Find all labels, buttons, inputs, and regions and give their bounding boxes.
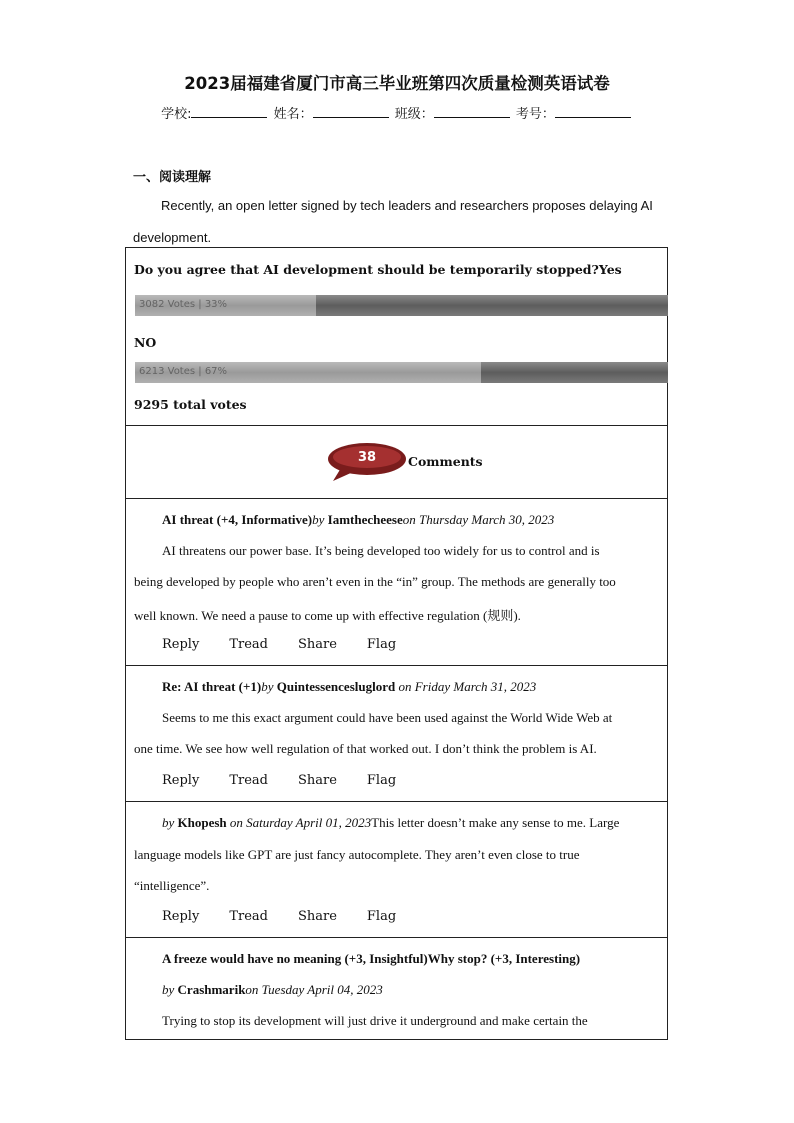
poll-row (126, 248, 667, 426)
tread-button[interactable]: Tread (229, 637, 268, 652)
comment-3-author[interactable]: Khopesh (177, 815, 227, 830)
comment-2-actions (162, 773, 426, 788)
comment-2-heading: Re: AI threat (+1)by Quintessencesluglord on Friday March 31, 2023 (162, 679, 537, 694)
comment-2-line-1: Seems to me this exact argument could have been used against the World Wide Web at (162, 710, 613, 725)
comment-2-title[interactable]: Re: AI threat (+1) (162, 679, 262, 694)
share-button[interactable]: Share (297, 773, 337, 788)
name-field[interactable]: 姓名： (274, 103, 391, 122)
comment-3-line-1: by Khopesh on Saturday April 01, 2023This letter doesn’t make any sense to me. Large (162, 815, 620, 830)
tread-button[interactable]: Tread (229, 909, 268, 924)
comment-2 (126, 666, 667, 802)
comment-4 (126, 938, 667, 1039)
reply-button[interactable]: Reply (162, 909, 200, 924)
no-vote-label: 6213 Votes | 67% (139, 366, 228, 377)
article-table (125, 247, 668, 1040)
comment-1 (126, 499, 667, 666)
reply-button[interactable]: Reply (162, 773, 200, 788)
intro-paragraph (133, 190, 653, 254)
intro-line-2: development. (133, 230, 212, 245)
comment-4-author[interactable]: Crashmarik (177, 982, 246, 997)
share-button[interactable]: Share (297, 637, 337, 652)
class-field[interactable]: 班级： (395, 103, 512, 122)
intro-line-1: Recently, an open letter signed by tech leaders and researchers proposes delaying AI (161, 198, 653, 213)
comment-3-actions (162, 909, 426, 924)
comment-2-date: on Friday March 31, 2023 (398, 679, 537, 694)
comment-4-date: on Tuesday April 04, 2023 (245, 982, 383, 997)
comment-2-author[interactable]: Quintessencesluglord (276, 679, 396, 694)
comments-label[interactable]: Comments (408, 454, 483, 469)
yes-vote-label: 3082 Votes | 33% (139, 299, 228, 310)
comment-1-actions (162, 637, 426, 652)
comment-1-line-3: well known. We need a pause to come up with effective regulation (规则). (134, 608, 521, 623)
comment-3 (126, 802, 667, 938)
tread-button[interactable]: Tread (229, 773, 268, 788)
comment-3-line-3: “intelligence”. (134, 878, 210, 893)
flag-button[interactable]: Flag (366, 909, 397, 924)
comment-1-line-1: AI threatens our power base. It’s being developed too widely for us to control and is (162, 543, 600, 558)
comment-1-author[interactable]: Iamthecheese (327, 512, 403, 527)
comment-4-title[interactable]: A freeze would have no meaning (+3, Insightful)Why stop? (+3, Interesting) (162, 951, 581, 966)
page-title: 2023届福建省厦门市高三毕业班第四次质量检测英语试卷 (184, 74, 610, 93)
comment-3-date: on Saturday April 01, 2023 (229, 815, 372, 830)
comment-4-line-1: Trying to stop its development will just drive it underground and make certain the (162, 1013, 588, 1028)
comment-1-line-2: being developed by people who aren’t even in the “in” group. The methods are generally too (134, 574, 616, 589)
share-button[interactable]: Share (297, 909, 337, 924)
comment-2-line-2: one time. We see how well regulation of that worked out. I don’t think the problem is AI. (134, 741, 597, 756)
reply-button[interactable]: Reply (162, 637, 200, 652)
poll-question: Do you agree that AI development should be temporarily stopped?Yes (134, 262, 622, 277)
comment-1-heading: AI threat (+4, Informative)by Iamthecheeseon Thursday March 30, 2023 (162, 512, 555, 527)
no-option-label: NO (134, 335, 157, 350)
school-field[interactable]: 学校: (161, 103, 269, 122)
section-heading: 一、阅读理解 (133, 170, 212, 185)
comments-header-row (126, 426, 667, 499)
student-info-line (0, 103, 794, 122)
comment-3-line-2: language models like GPT are just fancy autocomplete. They aren’t even close to true (134, 847, 580, 862)
no-vote-bar[interactable] (135, 362, 668, 383)
comment-count: 38 (357, 450, 377, 465)
flag-button[interactable]: Flag (366, 637, 397, 652)
comment-4-heading: by Crashmarikon Tuesday April 04, 2023 (162, 982, 383, 997)
comment-1-date: on Thursday March 30, 2023 (402, 512, 555, 527)
comment-1-title[interactable]: AI threat (+4, Informative) (162, 512, 313, 527)
flag-button[interactable]: Flag (366, 773, 397, 788)
exam-number-field[interactable]: 考号： (516, 103, 633, 122)
yes-vote-bar[interactable] (135, 295, 668, 316)
total-votes: 9295 total votes (134, 397, 247, 412)
